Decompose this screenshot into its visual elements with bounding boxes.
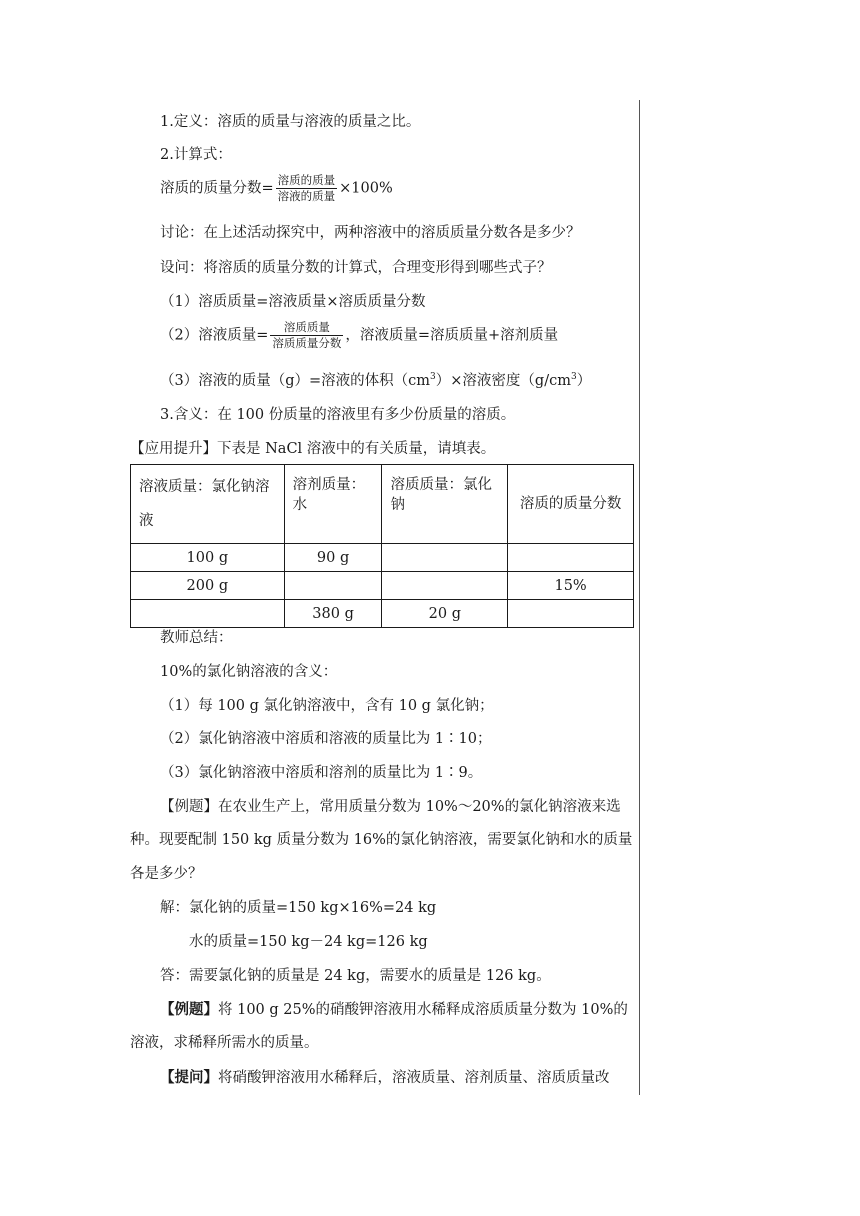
table-cell: 100 g [131, 544, 285, 572]
example1-solution-1: 解：氯化钠的质量=150 kg×16%=24 kg [160, 900, 437, 916]
formula-rhs: ×100% [339, 180, 393, 197]
table-cell [508, 544, 634, 572]
variant2-rhs: ，溶液质量=溶质质量+溶剂质量 [345, 327, 559, 344]
summary-title: 教师总结： [160, 630, 233, 646]
mass-fraction-formula [160, 173, 393, 204]
apply-bracket: 【应用提升】 [130, 441, 217, 457]
apply-text: 下表是 NaCl 溶液中的有关质量，请填表。 [217, 441, 496, 457]
formula-fraction [276, 173, 338, 204]
example1-answer: 答：需要氯化钠的质量是 24 kg，需要水的质量是 126 kg。 [160, 968, 551, 984]
example2-bracket: 【例题】 [160, 1001, 218, 1018]
ask-line [160, 1068, 610, 1088]
question-line: 设问：将溶质的质量分数的计算式，合理变形得到哪些式子？ [160, 260, 552, 276]
variant2-lhs: （2）溶液质量= [160, 327, 269, 344]
table-cell [508, 600, 634, 628]
table-cell [284, 572, 382, 600]
header-solvent-mass: 溶剂质量：水 [284, 465, 382, 544]
example1-line-1: 【例题】在农业生产上，常用质量分数为 10%～20%的氯化钠溶液来选 [160, 799, 621, 815]
table-cell: 200 g [131, 572, 285, 600]
formula-variant-1: （1）溶质质量=溶液质量×溶质质量分数 [160, 294, 426, 310]
nacl-table [130, 464, 634, 628]
variant2-fraction [270, 320, 343, 351]
ask-text: 将硝酸钾溶液用水稀释后，溶液质量、溶剂质量、溶质质量改 [218, 1070, 610, 1086]
apply-line [130, 439, 495, 459]
formula-variant-2 [160, 320, 558, 351]
discussion-line: 讨论：在上述活动探究中，两种溶液中的溶质质量分数各是多少？ [160, 225, 581, 241]
meaning-line: 3.含义：在 100 份质量的溶液里有多少份质量的溶质。 [160, 407, 516, 423]
example1-line-2: 种。现要配制 150 kg 质量分数为 16%的氯化钠溶液，需要氯化钠和水的质量 [130, 832, 633, 848]
header-mass-fraction: 溶质的质量分数 [508, 465, 634, 544]
summary-point-1: （1）每 100 g 氯化钠溶液中，含有 10 g 氯化钠； [160, 698, 494, 714]
table-row [131, 572, 634, 600]
table-row [131, 600, 634, 628]
summary-point-3: （3）氯化钠溶液中溶质和溶剂的质量比为 1∶9。 [160, 765, 483, 781]
example2-line-1 [160, 1000, 628, 1020]
table-cell: 15% [508, 572, 634, 600]
definition-line: 1.定义：溶质的质量与溶液的质量之比。 [160, 114, 421, 130]
variant3-sup-2: 3 [570, 372, 577, 383]
table-cell: 20 g [382, 600, 508, 628]
variant3-part-a: （3）溶液的质量（g）=溶液的体积（cm [160, 373, 431, 389]
table-row [131, 544, 634, 572]
column-divider [639, 100, 640, 1095]
variant3-part-b: ）×溶液密度（g/cm [435, 373, 571, 389]
formula-lhs: 溶质的质量分数= [160, 180, 274, 197]
formula-title: 2.计算式： [160, 147, 232, 163]
table-header-row [131, 465, 634, 544]
variant3-sup-1: 3 [430, 372, 436, 383]
example2-line-2: 溶液，求稀释所需水的质量。 [130, 1035, 319, 1051]
example2-text: 将 100 g 25%的硝酸钾溶液用水稀释成溶质质量分数为 10%的 [218, 1002, 628, 1018]
formula-variant-3 [160, 371, 591, 391]
ask-bracket: 【提问】 [160, 1069, 218, 1086]
summary-intro: 10%的氯化钠溶液的含义： [160, 664, 338, 680]
table-cell: 90 g [284, 544, 382, 572]
table-cell [131, 600, 285, 628]
example1-solution-2: 水的质量=150 kg－24 kg=126 kg [189, 934, 428, 950]
table-cell: 380 g [284, 600, 382, 628]
table-cell [382, 544, 508, 572]
example1-line-3: 各是多少？ [130, 866, 203, 882]
header-solute-mass: 溶质质量：氯化钠 [382, 465, 508, 544]
table-cell [382, 572, 508, 600]
formula-numerator: 溶质的质量 [277, 173, 336, 187]
variant3-part-c: ） [576, 373, 592, 389]
header-solution-mass: 溶液质量：氯化钠溶液 [131, 465, 285, 544]
variant2-denominator: 溶质质量分数 [272, 336, 342, 350]
variant2-numerator: 溶质质量 [270, 320, 343, 336]
formula-denominator: 溶液的质量 [277, 189, 336, 203]
summary-point-2: （2）氯化钠溶液中溶质和溶液的质量比为 1∶10； [160, 731, 492, 747]
